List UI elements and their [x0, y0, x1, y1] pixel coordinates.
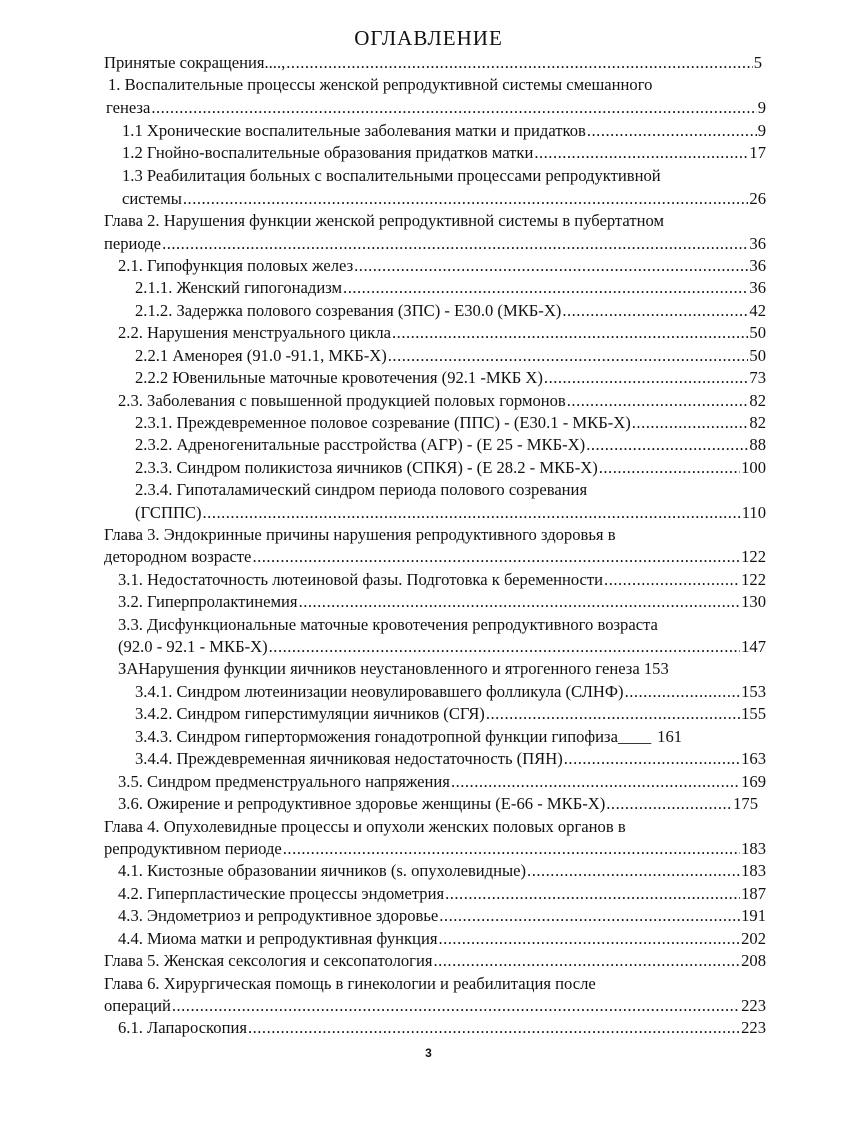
- toc-entry-title: операций: [104, 996, 171, 1015]
- toc-entry-title: 2.3.2. Адреногенитальные расстройства (АГР) - (Е 25 - МКБ-Х): [135, 435, 586, 454]
- toc-entry: [104, 816, 766, 838]
- toc-leader: [606, 793, 732, 815]
- toc-entry-page: 50: [749, 323, 766, 342]
- toc-entry-title: (92.0 - 92.1 - МКБ-Х): [118, 637, 268, 656]
- toc-leader: [438, 928, 740, 950]
- toc-entry-page: 161: [657, 727, 683, 746]
- page-number: 3: [425, 1046, 432, 1060]
- toc-entry-page: 223: [741, 996, 766, 1015]
- toc-entry-page: 9: [757, 121, 766, 140]
- toc-entry: [108, 74, 768, 96]
- toc-entry: [122, 188, 766, 210]
- toc-entry-page: 88: [749, 435, 766, 454]
- toc-entry-page: 163: [741, 749, 766, 768]
- toc-leader: [625, 681, 741, 703]
- toc-entry: [135, 367, 766, 389]
- toc-entry: [118, 255, 766, 277]
- toc-entry-title: (ГСППС): [135, 503, 202, 522]
- toc-entry-title: Глава 3. Эндокринные причины нарушения репродуктивного здоровья в: [104, 525, 616, 544]
- toc-entry-title: 3.5. Синдром предменструального напряжения: [118, 772, 450, 791]
- toc-entry-page: 42: [749, 301, 766, 320]
- toc-entry-title: Глава 2. Нарушения функции женской репродуктивной системы в пубертатном: [104, 211, 664, 230]
- toc-entry: [118, 322, 766, 344]
- toc-leader: [183, 188, 749, 210]
- toc-entry-title: Принятые сокращения....,: [104, 53, 286, 72]
- toc-leader: [252, 546, 740, 568]
- toc-entry-page: 100: [741, 458, 766, 477]
- toc-entry-title: 3.2. Гиперпролактинемия: [118, 592, 298, 611]
- toc-entry: [104, 233, 766, 255]
- toc-leader: [283, 838, 740, 860]
- toc-entry: [135, 457, 766, 479]
- toc-entry-title: периоде: [104, 234, 162, 253]
- toc-entry-title: 6.1. Лапароскопия: [118, 1018, 247, 1037]
- toc-entry-page: 36: [749, 234, 766, 253]
- toc-entry: [135, 300, 766, 322]
- toc-leader: [527, 860, 740, 882]
- toc-entry-title: 4.3. Эндометриоз и репродуктивное здоровье: [118, 906, 439, 925]
- toc-entry: [118, 860, 766, 882]
- toc-entry-title: 4.2. Гиперпластические процессы эндометрия: [118, 884, 445, 903]
- toc-entry-page: 17: [749, 143, 766, 162]
- toc-entry-title: 2.3.3. Синдром поликистоза яичников (СПКЯ) - (Е 28.2 - МКБ-Х): [135, 458, 598, 477]
- toc-entry: [104, 524, 766, 546]
- toc-entry-title: Глава 5. Женская сексология и сексопатология: [104, 951, 433, 970]
- toc-entry: [104, 546, 766, 568]
- toc-entry-title: репродуктивном периоде: [104, 839, 282, 858]
- toc-leader: [172, 995, 740, 1017]
- toc-entry-title: 3.6. Ожирение и репродуктивное здоровье женщины (Е-66 - МКБ-Х): [118, 794, 606, 813]
- toc-leader: [433, 950, 740, 972]
- toc-entry: [135, 748, 766, 770]
- toc-entry: [135, 412, 766, 434]
- toc-entry-title: 3.4.1. Синдром лютеинизации неовулировавшего фолликула (СЛНФ): [135, 682, 624, 701]
- toc-leader: [439, 905, 740, 927]
- toc-leader: [203, 502, 741, 524]
- toc-entry-title: 3.4.2. Синдром гиперстимуляции яичников (СГЯ): [135, 704, 485, 723]
- toc-entry: [118, 636, 766, 658]
- toc-entry: [122, 120, 766, 142]
- toc-entry-page: 36: [749, 278, 766, 297]
- toc-leader: [269, 636, 740, 658]
- toc-entry-title: системы: [122, 189, 182, 208]
- toc-entry-page: 26: [749, 189, 766, 208]
- toc-leader: [632, 412, 749, 434]
- toc-entry: [135, 479, 766, 501]
- toc-entry-page: 122: [741, 570, 766, 589]
- toc-entry: [118, 614, 766, 636]
- toc-entry-page: 155: [741, 704, 766, 723]
- toc-entry-title: 3.3. Дисфункциональные маточные кровотечения репродуктивного возраста: [118, 615, 658, 634]
- toc-entry-title: 4.1. Кистозные образовании яичников (s. опухолевидные): [118, 861, 527, 880]
- toc-leader: [564, 748, 740, 770]
- toc-leader: [534, 142, 748, 164]
- toc-entry-title: 2.3.4. Гипоталамический синдром периода полового созревания: [135, 480, 588, 499]
- page-title: ОГЛАВЛЕНИЕ: [354, 26, 503, 50]
- toc-leader: [586, 434, 748, 456]
- toc-entry-page: 110: [741, 503, 766, 522]
- toc-entry-page: 82: [749, 413, 766, 432]
- toc-leader: [151, 97, 756, 119]
- toc-entry: [135, 502, 766, 524]
- toc-leader: [451, 771, 740, 793]
- toc-entry: [135, 277, 766, 299]
- toc-entry: [118, 905, 766, 927]
- toc-entry-title: 1.2 Гнойно-воспалительные образования придатков матки: [122, 143, 534, 162]
- toc-entry: [118, 928, 766, 950]
- toc-entry: [118, 1017, 766, 1039]
- toc-entry-title: 2.1.1. Женский гипогонадизм: [135, 278, 343, 297]
- toc-entry-page: 147: [741, 637, 766, 656]
- toc-entry: [104, 52, 762, 74]
- toc-entry: [122, 165, 766, 187]
- toc-leader: [248, 1017, 740, 1039]
- toc-entry-page: 9: [757, 98, 766, 117]
- toc-leader: [388, 345, 749, 367]
- toc-leader: [486, 703, 740, 725]
- toc-entry-page: 175: [733, 794, 758, 813]
- toc-entry-title: 4.4. Миома матки и репродуктивная функция: [118, 929, 438, 948]
- toc-entry-page: 183: [741, 861, 766, 880]
- toc-entry-title: Глава 6. Хирургическая помощь в гинекологии и реабилитация после: [104, 974, 596, 993]
- toc-entry: [106, 97, 766, 119]
- toc-entry: [118, 569, 766, 591]
- toc-leader: [343, 277, 748, 299]
- toc-entry-page: 36: [749, 256, 766, 275]
- toc-entry-page: 191: [741, 906, 766, 925]
- toc-entry-title: ЗАНарушения функции яичников неустановленного и ятрогенного генеза 153: [118, 659, 669, 678]
- toc-entry-page: 202: [741, 929, 766, 948]
- toc-entry: [104, 973, 766, 995]
- toc-entry-page: 130: [741, 592, 766, 611]
- toc-entry: [104, 950, 766, 972]
- toc-entry: [135, 726, 766, 748]
- toc-entry-page: 122: [741, 547, 766, 566]
- toc-entry-title: 1.1 Хронические воспалительные заболевания матки и придатков: [122, 121, 586, 140]
- toc-entry: [135, 434, 766, 456]
- toc-entry-title: 2.2.2 Ювенильные маточные кровотечения (92.1 -МКБ Х): [135, 368, 543, 387]
- toc-leader: [445, 883, 740, 905]
- toc-leader: [567, 390, 749, 412]
- toc-entry-page: 50: [749, 346, 766, 365]
- toc-entry: [118, 771, 766, 793]
- toc-leader: [544, 367, 748, 389]
- toc-entry: [135, 345, 766, 367]
- toc-entry-title: 1.3 Реабилитация больных с воспалительными процессами репродуктивной: [122, 166, 661, 185]
- toc-leader: [162, 233, 748, 255]
- toc-entry: [104, 838, 766, 860]
- toc-entry-page: 73: [749, 368, 766, 387]
- toc-entry-title: 3.4.4. Преждевременная яичниковая недостаточность (ПЯН): [135, 749, 563, 768]
- toc-leader: [587, 120, 757, 142]
- toc-leader: [599, 457, 740, 479]
- toc-entry-page: 223: [741, 1018, 766, 1037]
- toc-entry-title: 2.2.1 Аменорея (91.0 -91.1, МКБ-Х): [135, 346, 387, 365]
- toc-entry-title: 1. Воспалительные процессы женской репродуктивной системы смешанного: [108, 75, 653, 94]
- toc-entry: [135, 681, 766, 703]
- toc-entry: [135, 703, 766, 725]
- toc-entry-title: детородном возрасте: [104, 547, 252, 566]
- toc-leader: [299, 591, 741, 613]
- toc-entry-title: 3.4.3. Синдром гиперторможения гонадотропной функции гипофиза____: [135, 727, 652, 746]
- toc-entry-page: 187: [741, 884, 766, 903]
- toc-entry-page: 208: [741, 951, 766, 970]
- toc-entry-title: 2.2. Нарушения менструального цикла: [118, 323, 392, 342]
- toc-entry-page: 5: [753, 53, 762, 72]
- toc-leader: [286, 52, 752, 74]
- toc-entry-title: Глава 4. Опухолевидные процессы и опухоли женских половых органов в: [104, 817, 626, 836]
- toc-entry: [122, 142, 766, 164]
- toc-leader: [604, 569, 740, 591]
- toc-entry: [118, 883, 766, 905]
- toc-leader: [354, 255, 748, 277]
- toc-entry-page: 183: [741, 839, 766, 858]
- toc-entry-title: 2.1. Гипофункция половых желез: [118, 256, 354, 275]
- toc-entry-page: 82: [749, 391, 766, 410]
- toc-entry-title: 3.1. Недостаточность лютеиновой фазы. Подготовка к беременности: [118, 570, 604, 589]
- toc-entry: [118, 390, 766, 412]
- toc-entry: [118, 658, 766, 680]
- toc-entry-title: 2.3. Заболевания с повышенной продукцией половых гормонов: [118, 391, 566, 410]
- toc-entry-title: генеза: [106, 98, 151, 117]
- toc-entry-page: 153: [741, 682, 766, 701]
- toc-entry: [118, 793, 758, 815]
- toc-entry: [118, 591, 766, 613]
- toc-entry: [104, 210, 766, 232]
- toc-entry-page: 169: [741, 772, 766, 791]
- toc-leader: [392, 322, 748, 344]
- toc-entry-title: 2.1.2. Задержка полового созревания (ЗПС) - Е30.0 (МКБ-Х): [135, 301, 562, 320]
- toc-entry-title: 2.3.1. Преждевременное половое созревание (ППС) - (Е30.1 - МКБ-Х): [135, 413, 631, 432]
- toc-leader: [562, 300, 748, 322]
- toc-entry: [104, 995, 766, 1017]
